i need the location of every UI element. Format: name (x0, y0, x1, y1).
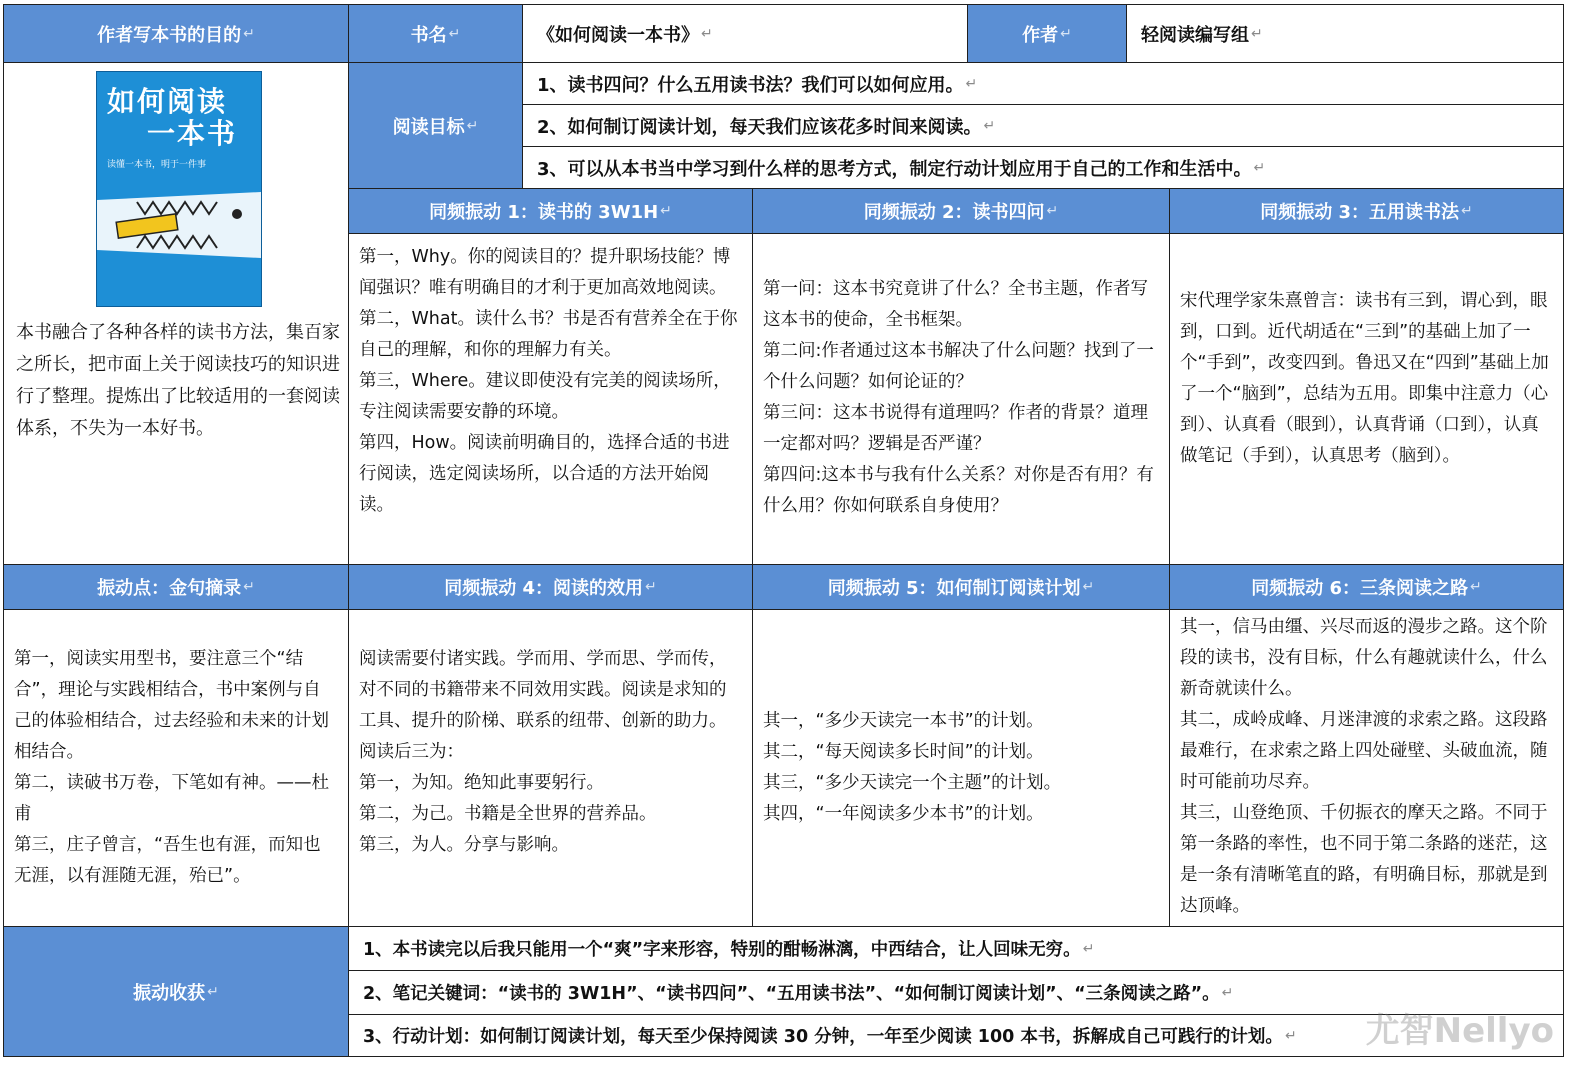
purpose-text: 本书融合了各种各样的读书方法，集百家之所长，把市面上关于阅读技巧的知识进行了整理。提炼出了比较适用的一套阅读体系，不失为一本好书。 (16, 322, 340, 439)
resonance-6-line: 其二，成岭成峰、月迷津渡的求索之路。这段路最难行，在求索之路上四处碰壁、头破血流，随时可能前功尽弃。 (1180, 710, 1548, 792)
resonance-2-body (752, 233, 1170, 565)
harvest-header: 振动收获 ↵ (3, 926, 349, 1057)
resonance-1-line: 第二，What。读什么书？书是否有营养全在于你自己的理解，和你的理解力有关。 (359, 309, 738, 360)
resonance-4-header: 同频振动 4：阅读的效用 ↵ (348, 564, 753, 610)
resonance-4-line: 第一，为知。绝知此事要躬行。 (359, 773, 604, 793)
resonance-5-line: 其一，“多少天读完一本书”的计划。 (763, 711, 1044, 731)
resonance-6-header: 同频振动 6：三条阅读之路 ↵ (1169, 564, 1564, 610)
resonance-5-header: 同频振动 5：如何制订阅读计划 ↵ (752, 564, 1170, 610)
purpose-header-label: 作者写本书的目的 (97, 24, 242, 46)
goal-item-3: 3、可以从本书当中学习到什么样的思考方式，制定行动计划应用于自己的工作和生活中。 ↵ (522, 146, 1564, 189)
resonance-4-body (348, 609, 753, 927)
purpose-cell (3, 62, 349, 565)
resonance-5-line: 其三，“多少天读完一个主题”的计划。 (763, 773, 1062, 793)
resonance-3-header: 同频振动 3：五用读书法 ↵ (1169, 188, 1564, 234)
goals-header: 阅读目标 ↵ (348, 62, 523, 189)
quote-line: 第二，读破书万卷，下笔如有神。——杜甫 (14, 773, 329, 824)
resonance-5-line: 其四，“一年阅读多少本书”的计划。 (763, 804, 1044, 824)
watermark: 尤智Nellyo (1365, 1011, 1554, 1051)
resonance-4-line: 第三，为人。分享与影响。 (359, 835, 569, 855)
bookname-value: 《如何阅读一本书》 ↵ (522, 4, 968, 63)
resonance-2-header: 同频振动 2：读书四问 ↵ (752, 188, 1170, 234)
goal-item-2: 2、如何制订阅读计划，每天我们应该花多时间来阅读。 ↵ (522, 104, 1564, 147)
resonance-2-line: 第四问:这本书与我有什么关系？对你是否有用？有什么用？你如何联系自身使用？ (763, 465, 1154, 516)
resonance-6-line: 其三，山登绝顶、千仞振衣的摩天之路。不同于第一条路的率性，也不同于第二条路的迷茫，这是一条有清晰笔直的路，有明确目标，那就是到达顶峰。 (1180, 803, 1548, 916)
resonance-2-line: 第三问：这本书说得有道理吗？作者的背景？道理一定都对吗？逻辑是否严谨？ (763, 403, 1148, 454)
resonance-4-line: 阅读后三为： (359, 742, 464, 762)
resonance-1-line: 第四，How。阅读前明确目的，选择合适的书进行阅读，选定阅读场所，以合适的方法开始阅读。 (359, 433, 730, 515)
harvest-item-3: 3、行动计划：如何制订阅读计划，每天至少保持阅读 30 分钟，一年至少阅读 100 本书，拆解成自己可践行的计划。 ↵ (348, 1014, 1564, 1057)
resonance-6-body (1169, 609, 1564, 927)
purpose-header: 作者写本书的目的 ↵ (3, 4, 349, 63)
resonance-3-line: 宋代理学家朱熹曾言：读书有三到，谓心到，眼到，口到。近代胡适在“三到”的基础上加了一个“手到”，改变四到。鲁迅又在“四到”基础上加了一个“脑到”，总结为五用。即集中注意力（心到）、认真看（眼到），认真背诵（口到），认真做笔记（手到），认真思考（脑到）。 (1180, 291, 1549, 466)
harvest-item-1: 1、本书读完以后我只能用一个“爽”字来形容，特别的酣畅淋漓，中西结合，让人回味无穷。 ↵ (348, 926, 1564, 971)
author-value: 轻阅读编写组 ↵ (1126, 4, 1564, 63)
cover-subtitle: 读懂一本书，明于一件事 (107, 160, 207, 170)
resonance-1-line: 第一，Why。你的阅读目的？提升职场技能？博闻强识？唯有明确目的才利于更加高效地阅读。 (359, 247, 731, 298)
resonance-1-body (348, 233, 753, 565)
resonance-4-line: 第二，为己。书籍是全世界的营养品。 (359, 804, 657, 824)
bookname-header: 书名 ↵ (348, 4, 523, 63)
resonance-6-line: 其一，信马由缰、兴尽而返的漫步之路。这个阶段的读书，没有目标，什么有趣就读什么，什么新奇就读什么。 (1180, 617, 1548, 699)
cover-illustration-icon (97, 190, 261, 260)
resonance-5-line: 其二，“每天阅读多长时间”的计划。 (763, 742, 1044, 762)
quote-header: 振动点：金句摘录 ↵ (3, 564, 349, 610)
harvest-item-2: 2、笔记关键词：“读书的 3W1H”、“读书四问”、“五用读书法”、“如何制订阅读计划”、“三条阅读之路”。 ↵ (348, 970, 1564, 1015)
bookname-header-label: 书名 (410, 24, 447, 46)
author-header: 作者 ↵ (967, 4, 1127, 63)
goal-item-1: 1、读书四问？什么五用读书法？我们可以如何应用。 ↵ (522, 62, 1564, 105)
quote-line: 第一，阅读实用型书，要注意三个“结合”，理论与实践相结合，书中案例与自己的体验相结合，过去经验和未来的计划相结合。 (14, 649, 329, 762)
resonance-5-body (752, 609, 1170, 927)
cover-title: 如何阅读 一本书 (107, 85, 238, 150)
resonance-3-body (1169, 233, 1564, 565)
resonance-1-line: 第三，Where。建议即使没有完美的阅读场所，专注阅读需要安静的环境。 (359, 371, 731, 422)
author-header-label: 作者 (1022, 24, 1059, 46)
quote-line: 第三，庄子曾言，“吾生也有涯，而知也无涯，以有涯随无涯，殆已”。 (14, 835, 321, 886)
book-cover-image (96, 71, 262, 307)
resonance-2-line: 第二问:作者通过这本书解决了什么问题？找到了一个什么问题？如何论证的？ (763, 341, 1154, 392)
resonance-2-line: 第一问：这本书究竟讲了什么？全书主题，作者写这本书的使命，全书框架。 (763, 279, 1148, 330)
resonance-1-header: 同频振动 1：读书的 3W1H ↵ (348, 188, 753, 234)
quote-body (3, 609, 349, 927)
resonance-4-line: 阅读需要付诸实践。学而用、学而思、学而传，对不同的书籍带来不同效用实践。阅读是求知的工具、提升的阶梯、联系的纽带、创新的助力。 (359, 649, 727, 731)
